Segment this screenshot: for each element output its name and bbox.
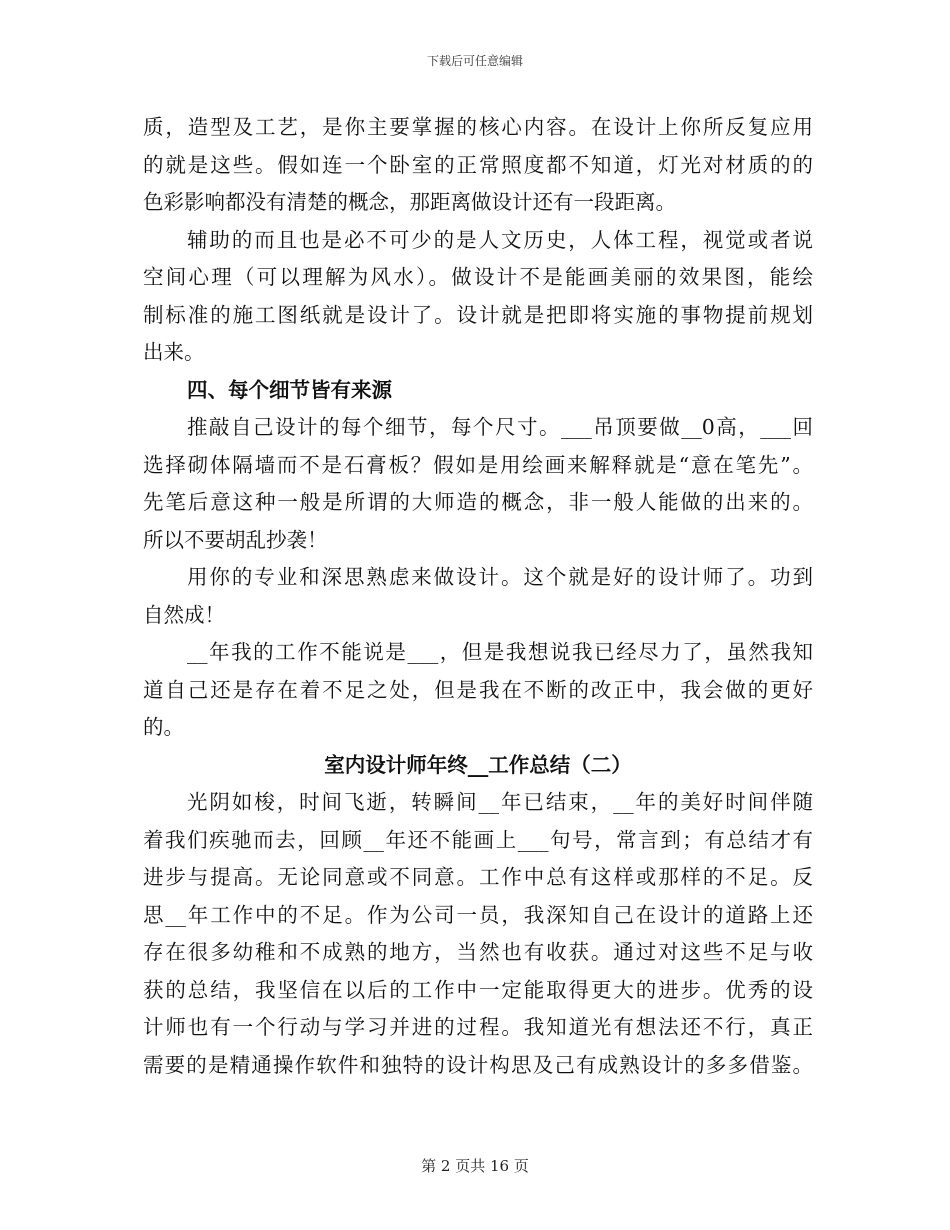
text-line: 出来。 [143,340,205,364]
text-line: 的。 [143,715,184,739]
text-line: 道自己还是存在着不足之处，但是我在不断的改正中，我会做的更好 [143,677,813,702]
section-title: 室内设计师年终__工作总结（二） [324,752,632,777]
text-line: 着我们疾驰而去，回顾__年还不能画上___句号，常言到；有总结才有 [143,827,813,852]
text-line: 所以不要胡乱抄袭！ [143,527,328,552]
document-body [143,109,813,1084]
text-line: 质，造型及工艺，是你主要掌握的核心内容。在设计上你所反复应用 [143,115,813,139]
text-line: 获的总结，我坚信在以后的工作中一定能取得更大的进步。优秀的设 [143,977,813,1002]
page-number: 第 2 页共 16 页 [421,1157,529,1175]
text-line: 自然成！ [143,602,225,627]
text-line: 推敲自己设计的每个细节，每个尺寸。___吊顶要做__0高，___回 [187,415,813,439]
text-line: __年我的工作不能说是___，但是我想说我已经尽力了，虽然我知 [187,640,813,664]
text-line: 制标准的施工图纸就是设计了。设计就是把即将实施的事物提前规划 [143,302,813,327]
text-line: 需要的是精通操作软件和独特的设计构思及己有成熟设计的多多借鉴。 [143,1052,813,1077]
text-line: 光阴如梭，时间飞逝，转瞬间__年已结束，__年的美好时间伴随 [187,790,813,814]
text-line: 用你的专业和深思熟虑来做设计。这个就是好的设计师了。功到 [187,565,813,589]
text-line: 思__年工作中的不足。作为公司一员，我深知自己在设计的道路上还 [143,902,813,927]
text-line: 选择砌体隔墙而不是石膏板？假如是用绘画来解释就是“意在笔先”。 [143,452,813,477]
section-heading: 四、每个细节皆有来源 [187,377,392,402]
text-line: 的就是这些。假如连一个卧室的正常照度都不知道，灯光对材质的的 [143,152,813,177]
text-line: 空间心理（可以理解为风水）。做设计不是能画美丽的效果图，能绘 [143,265,813,289]
text-line: 存在很多幼稚和不成熟的地方，当然也有收获。通过对这些不足与收 [143,940,813,964]
text-line: 先笔后意这种一般是所谓的大师造的概念，非一般人能做的出来的。 [143,490,813,514]
text-line: 辅助的而且也是必不可少的是人文历史，人体工程，视觉或者说 [187,227,813,252]
text-line: 进步与提高。无论同意或不同意。工作中总有这样或那样的不足。反 [143,865,813,889]
text-line: 计师也有一个行动与学习并进的过程。我知道光有想法还不行，真正 [143,1015,813,1039]
page-header-note: 下载后可任意编辑 [426,54,523,68]
text-line: 色彩影响都没有清楚的概念，那距离做设计还有一段距离。 [143,190,676,214]
